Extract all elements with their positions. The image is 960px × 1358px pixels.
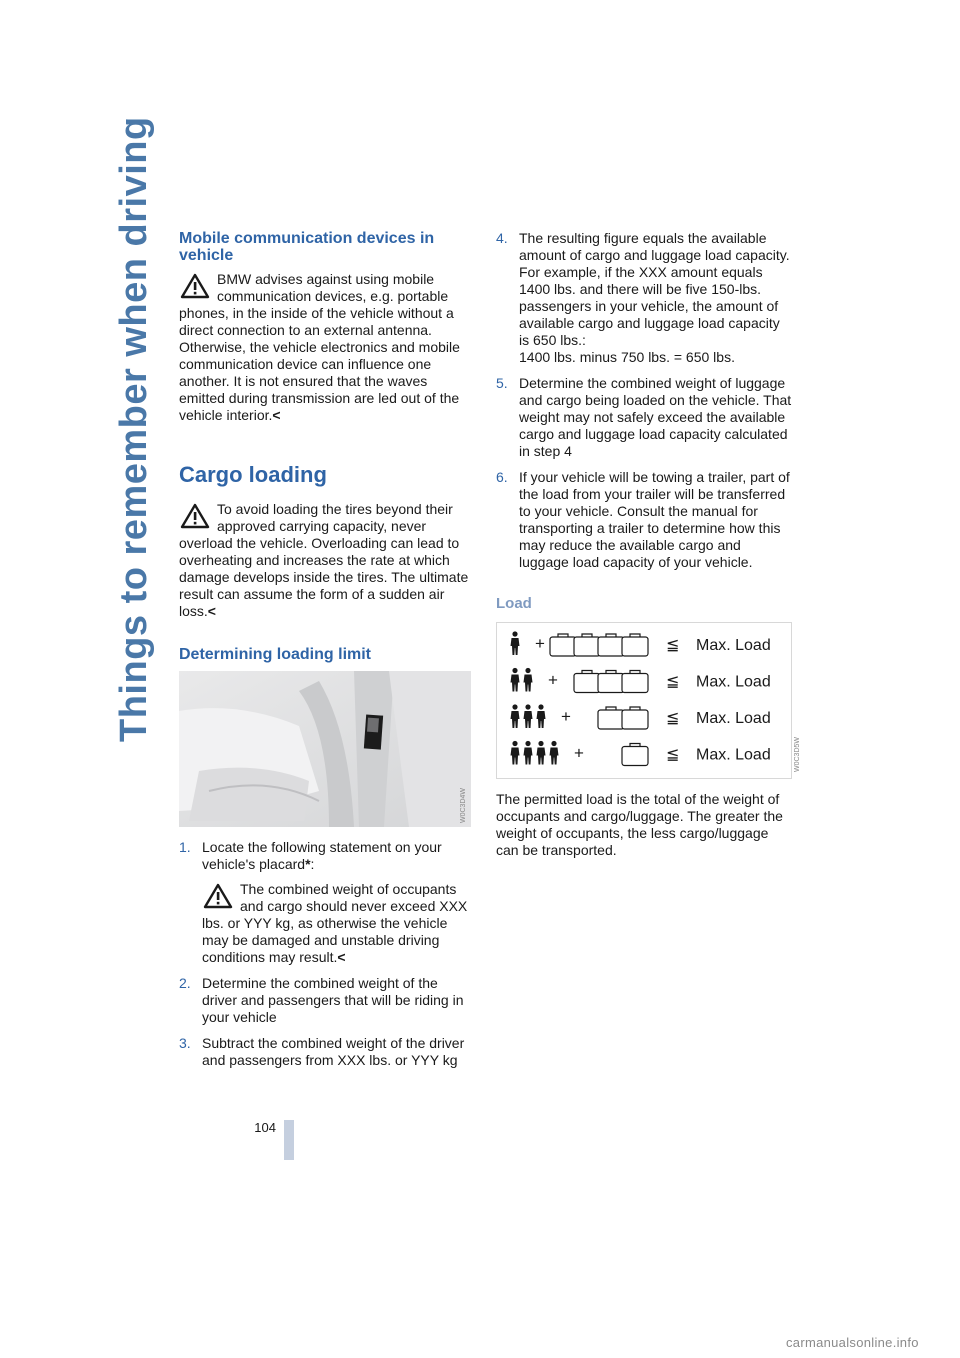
mobile-warning [179, 271, 471, 424]
step-suffix: : [310, 856, 315, 872]
max-load-label: Max. Load [696, 673, 771, 691]
step-number: 4. [496, 230, 508, 246]
end-mark: < [207, 603, 216, 619]
plus-sign: + [574, 743, 584, 763]
mobile-heading: Mobile communication devices in vehicle [179, 230, 435, 264]
figure-code: W0C3D5W [794, 736, 801, 772]
max-load-label: Max. Load [696, 637, 771, 654]
list-item [179, 975, 471, 1026]
step-text: Subtract the combined weight of the driver and passengers from XXX lbs. or YYY kg [202, 1035, 465, 1068]
warning-triangle-icon [180, 273, 210, 299]
cargo-heading: Cargo loading [179, 462, 327, 487]
plus-sign: + [548, 670, 558, 690]
luggage-case-icon [598, 671, 624, 693]
end-mark: < [337, 949, 346, 965]
placard-warning-text: The combined weight of occupants and cargo should never exceed XXX lbs. or YYY kg, as otherwise the vehicle may be damaged and unstable driving conditions may result. [202, 881, 468, 965]
luggage-case-icon [550, 634, 576, 656]
step-number: 1. [179, 839, 191, 855]
leq-sign: ≦ [666, 637, 680, 654]
steps-list-left [179, 839, 471, 1069]
step-number: 5. [496, 375, 508, 391]
luggage-case-icon [622, 671, 648, 693]
right-column [496, 230, 801, 859]
list-item [179, 1035, 471, 1069]
leq-sign: ≦ [666, 673, 680, 691]
luggage-case-icon [622, 634, 648, 656]
limit-heading: Determining loading limit [179, 646, 372, 663]
section-side-title: Things to remember when driving [113, 116, 155, 742]
luggage-case-icon [574, 634, 600, 656]
max-load-label: Max. Load [696, 746, 771, 764]
placard-warning [202, 881, 471, 966]
list-item [496, 230, 792, 366]
step-text: The resulting figure equals the available amount of cargo and luggage load capacity. [519, 230, 790, 263]
step-number: 3. [179, 1035, 191, 1051]
load-description: The permitted load is the total of the weight of occupants and cargo/luggage. The greater the weight of occupants, the less cargo/luggage can be transported. [496, 791, 783, 858]
step-example: For example, if the XXX amount equals 1400 lbs. and there will be five 150-lbs. passengers in your vehicle, the amount of available cargo and luggage load capacity is 650 lbs.: [519, 264, 780, 348]
step-text: Determine the combined weight of luggage and cargo being loaded on the vehicle. That weight may not safely exceed the available cargo and luggage load capacity calculated in step 4 [519, 375, 792, 459]
page-number: 104 [254, 1120, 276, 1135]
cargo-warning-text: To avoid loading the tires beyond their approved carrying capacity, never overload the vehicle. Overloading can lead to overheating and increases the rate at which damage develops inside the tires. The ultimate result can assume the form of a sudden air loss. [179, 501, 469, 619]
step-text: If your vehicle will be towing a trailer, part of the load from your trailer will be transferred to your vehicle. Consult the manual for transporting a trailer to determine how this may reduce the available cargo and luggage load capacity of your vehicle. [519, 469, 790, 570]
door-pillar-illustration [179, 671, 471, 827]
luggage-case-icon [622, 707, 648, 729]
footer-watermark: carmanualsonline.info [786, 1335, 919, 1350]
step-text: Determine the combined weight of the driver and passengers that will be riding in your vehicle [202, 975, 464, 1025]
luggage-case-icon [574, 671, 600, 693]
warning-triangle-icon [203, 883, 233, 909]
luggage-case-icon [598, 634, 624, 656]
luggage-case-icon [598, 707, 624, 729]
end-mark: < [272, 407, 281, 423]
page-number-bar [284, 1120, 294, 1160]
list-item [179, 839, 471, 966]
optional-equipment-star: * [305, 856, 311, 872]
leq-sign: ≦ [666, 746, 680, 764]
steps-list-right [496, 230, 792, 571]
max-load-label: Max. Load [696, 710, 771, 727]
plus-sign: + [535, 634, 545, 653]
step-text: Locate the following statement on your vehicle's placard [202, 839, 442, 872]
load-diagram [496, 622, 801, 779]
placard-location-photo [179, 671, 471, 827]
load-heading: Load [496, 595, 532, 612]
step-number: 2. [179, 975, 191, 991]
photo-code: W0C3D4W [460, 787, 467, 823]
luggage-case-icon [622, 744, 648, 766]
plus-sign: + [561, 707, 571, 726]
warning-triangle-icon [180, 503, 210, 529]
cargo-warning [179, 501, 471, 620]
leq-sign: ≦ [666, 710, 680, 727]
step-calculation: 1400 lbs. minus 750 lbs. = 650 lbs. [519, 349, 735, 365]
left-column [179, 230, 471, 1078]
list-item [496, 375, 792, 460]
load-figure [496, 622, 801, 779]
list-item [496, 469, 792, 571]
step-number: 6. [496, 469, 508, 485]
mobile-warning-text: BMW advises against using mobile communication devices, e.g. portable phones, in the inside of the vehicle without a direct connection to an external antenna. Otherwise, the vehicle electronics and mobile communication device can influence one another. It is not ensured that the waves emitted during transmission are led out of the vehicle interior. [179, 271, 460, 423]
